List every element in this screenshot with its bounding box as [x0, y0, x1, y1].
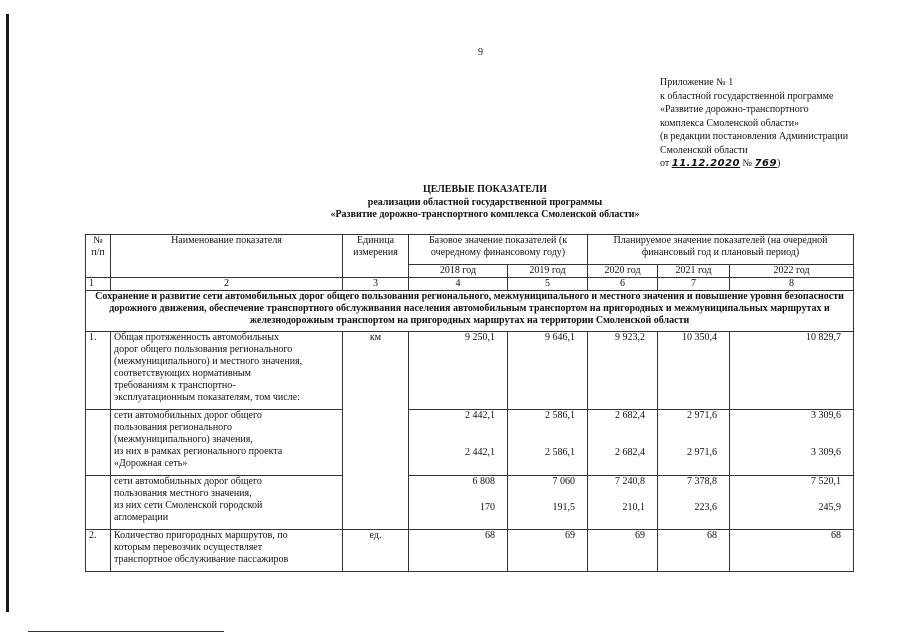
col-number: 7 [658, 278, 730, 291]
handwritten-date: 11.12.2020 [671, 158, 741, 169]
value-cell: 9 646,1 [508, 332, 588, 410]
value-cell: 68 [730, 530, 854, 572]
number-symbol: № [742, 158, 753, 169]
value-cell: 10 350,4 [658, 332, 730, 410]
section-title: Сохранение и развитие сети автомобильных дорог общего пользования регионального, межмуниципального и местного значения и повышение уровня безопасности дорожного движения, обеспечение транспортного обслуживания населения автомобильным транспортом на пригородных и межмуниципальных маршрутах и железнодорожным транспортом на пригородных маршрутах на территории Смоленской области [86, 291, 854, 332]
name-line: транспортное обслуживание пассажиров [114, 554, 289, 565]
col-number: 3 [343, 278, 409, 291]
row-num [86, 410, 111, 476]
appendix-line: комплекса Смоленской области» [660, 117, 800, 129]
header-year: 2022 год [730, 265, 854, 278]
value-cell: 7 378,8 223,6 [658, 476, 730, 530]
appendix-block [660, 76, 900, 171]
col-number: 8 [730, 278, 854, 291]
name-line: дорог общего пользования регионального [114, 344, 293, 355]
header-year: 2018 год [409, 265, 508, 278]
row-unit: км [343, 332, 409, 530]
name-line: эксплуатационным показателям, том числе: [114, 392, 300, 403]
footnote-rule [28, 631, 224, 632]
value-cell: 2 586,1 2 586,1 [508, 410, 588, 476]
header-year: 2021 год [658, 265, 730, 278]
appendix-line: к областной государственной программе [660, 90, 834, 102]
appendix-line: Смоленской области [660, 144, 748, 156]
header-year: 2020 год [588, 265, 658, 278]
name-line: которым перевозчик осуществляет [114, 542, 263, 553]
value-cell: 7 060 191,5 [508, 476, 588, 530]
value-cell: 3 309,6 3 309,6 [730, 410, 854, 476]
value-cell: 68 [658, 530, 730, 572]
document-title [0, 184, 905, 222]
page-number: 9 [478, 47, 483, 58]
col-number: 6 [588, 278, 658, 291]
name-line: Количество пригородных маршрутов, по [114, 530, 288, 541]
handwritten-number: 769 [754, 158, 777, 169]
name-line: пользования местного значения, [114, 488, 252, 499]
value-cell: 69 [508, 530, 588, 572]
table-row [86, 530, 854, 572]
name-line: сети автомобильных дорог общего [114, 410, 262, 421]
title-line-3: «Развитие дорожно-транспортного комплекса Смоленской области» [330, 209, 640, 220]
name-line: сети автомобильных дорог общего [114, 476, 262, 487]
name-line: из них в рамках регионального проекта [114, 446, 283, 457]
name-line: пользования регионального [114, 422, 233, 433]
value-cell: 2 971,6 2 971,6 [658, 410, 730, 476]
row-name [111, 530, 343, 572]
value-cell: 9 923,2 [588, 332, 658, 410]
col-number: 2 [111, 278, 343, 291]
from-prefix: от [660, 158, 670, 169]
header-name: Наименование показателя [111, 235, 343, 278]
value-cell: 7 520,1 245,9 [730, 476, 854, 530]
name-line: Общая протяженность автомобильных [114, 332, 279, 343]
title-line-1: ЦЕЛЕВЫЕ ПОКАЗАТЕЛИ [423, 184, 547, 195]
header-unit: Единица измерения [343, 235, 409, 278]
value-cell: 7 240,8 210,1 [588, 476, 658, 530]
name-line: агломерации [114, 512, 169, 523]
col-number: 5 [508, 278, 588, 291]
row-name [111, 476, 343, 530]
row-unit: ед. [343, 530, 409, 572]
col-number: 1 [86, 278, 111, 291]
appendix-line: «Развитие дорожно-транспортного [660, 104, 809, 115]
value-cell: 9 250,1 [409, 332, 508, 410]
value-cell: 68 [409, 530, 508, 572]
col-number: 4 [409, 278, 508, 291]
name-line: соответствующих нормативным [114, 368, 251, 379]
name-line: из них сети Смоленской городской [114, 500, 263, 511]
header-base: Базовое значение показателей (к очередному финансовому году) [409, 235, 588, 265]
value-cell: 69 [588, 530, 658, 572]
row-num: 1. [86, 332, 111, 410]
name-line: (межмуниципального) и местного значения, [114, 356, 303, 367]
value-cell: 6 808 170 [409, 476, 508, 530]
table-row [86, 332, 854, 410]
header-num: № п/п [86, 235, 111, 278]
row-name [111, 332, 343, 410]
appendix-line: (в редакции постановления Администрации [660, 131, 849, 142]
indicators-table [85, 234, 854, 572]
appendix-date-line: от 11.12.2020 № 769) [660, 158, 781, 169]
name-line: требованиям к транспортно- [114, 380, 236, 391]
title-line-2: реализации областной государственной программы [367, 196, 603, 208]
name-line: «Дорожная сеть» [114, 458, 188, 469]
row-num [86, 476, 111, 530]
header-year: 2019 год [508, 265, 588, 278]
value-cell: 2 442,1 2 442,1 [409, 410, 508, 476]
table-row [86, 476, 854, 530]
margin-bar [6, 14, 9, 612]
table-row [86, 410, 854, 476]
value-cell: 10 829,7 [730, 332, 854, 410]
value-cell: 2 682,4 2 682,4 [588, 410, 658, 476]
appendix-line: Приложение № 1 [660, 77, 734, 88]
header-planned: Планируемое значение показателей (на очередной финансовый год и плановый период) [588, 235, 854, 265]
name-line: (межмуниципального) значения, [114, 434, 253, 445]
row-name [111, 410, 343, 476]
row-num: 2. [86, 530, 111, 572]
